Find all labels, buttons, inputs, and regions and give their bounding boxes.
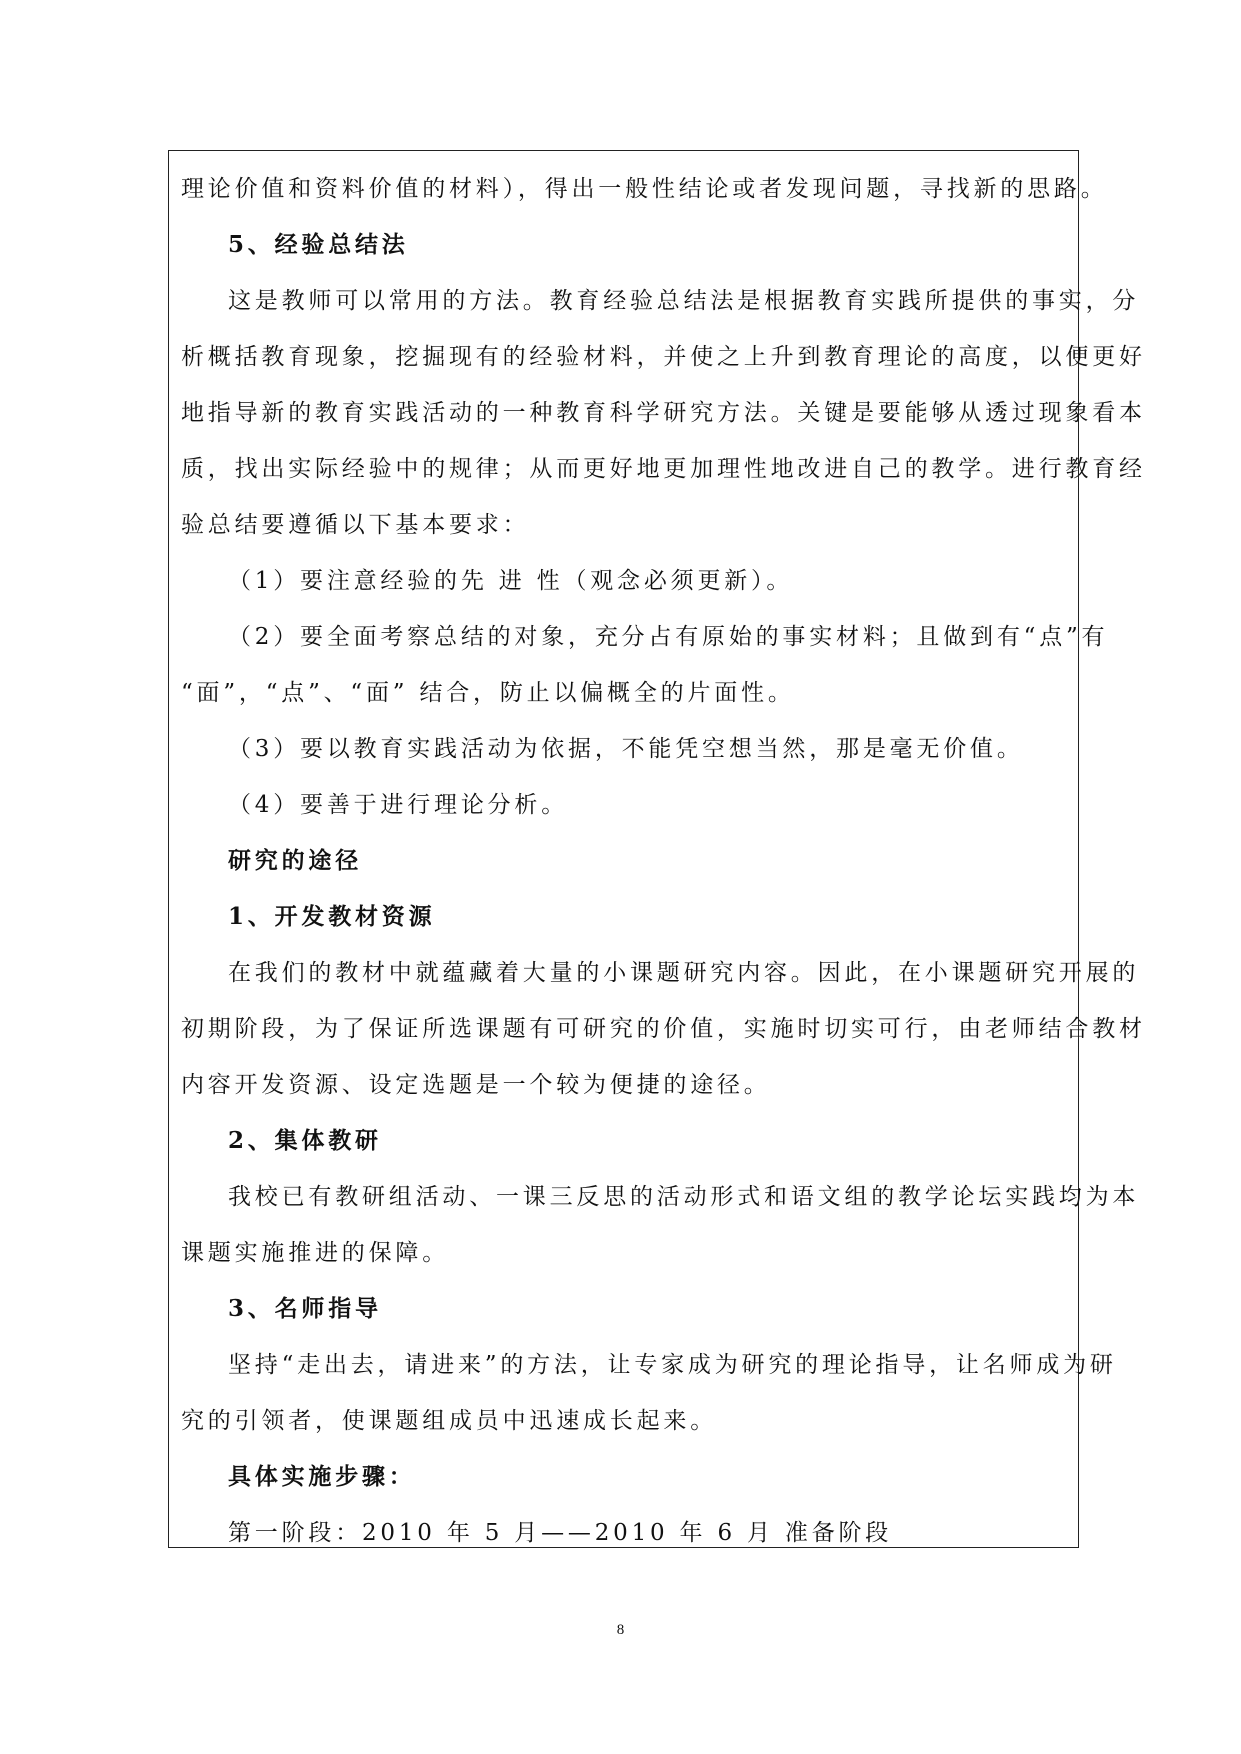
document-body	[181, 161, 1146, 1561]
section-heading: 研究的途径	[228, 847, 362, 874]
section-heading: 2、集体教研	[228, 1127, 382, 1154]
paragraph-line: （1）要注意经验的先 进 性（观念必须更新）。	[228, 568, 794, 594]
paragraph-line: （4）要善于进行理论分析。	[228, 792, 569, 818]
paragraph-line: 课题实施推进的保障。	[181, 1240, 449, 1266]
section-heading: 1、开发教材资源	[228, 903, 436, 930]
paragraph-line: 理论价值和资料价值的材料），得出一般性结论或者发现问题，寻找新的思路。	[181, 176, 1108, 202]
paragraph-line: 我校已有教研组活动、一课三反思的活动形式和语文组的教学论坛实践均为本	[228, 1184, 1140, 1210]
paragraph-line: 究的引领者，使课题组成员中迅速成长起来。	[181, 1408, 717, 1434]
paragraph-line: 析概括教育现象，挖掘现有的经验材料，并使之上升到教育理论的高度，以便更好	[181, 344, 1146, 370]
paragraph-line: 坚持“走出去，请进来”的方法，让专家成为研究的理论指导，让名师成为研	[228, 1352, 1117, 1378]
paragraph-line: （2）要全面考察总结的对象，充分占有原始的事实材料；且做到有“点”有	[228, 624, 1109, 650]
page-number: 8	[616, 1622, 625, 1638]
section-heading: 5、经验总结法	[228, 231, 409, 258]
paragraph-line: 第一阶段：2010 年 5 月——2010 年 6 月 准备阶段	[228, 1520, 893, 1546]
section-heading: 具体实施步骤：	[228, 1463, 416, 1490]
paragraph-line: 初期阶段，为了保证所选课题有可研究的价值，实施时切实可行，由老师结合教材	[181, 1016, 1146, 1042]
section-heading: 3、名师指导	[228, 1295, 382, 1322]
paragraph-line: 这是教师可以常用的方法。教育经验总结法是根据教育实践所提供的事实，分	[228, 288, 1140, 314]
paragraph-line: “面”，“点”、“面” 结合，防止以偏概全的片面性。	[181, 680, 795, 706]
paragraph-line: 地指导新的教育实践活动的一种教育科学研究方法。关键是要能够从透过现象看本	[181, 400, 1146, 426]
paragraph-line: 质，找出实际经验中的规律；从而更好地更加理性地改进自己的教学。进行教育经	[181, 456, 1146, 482]
paragraph-line: 验总结要遵循以下基本要求：	[181, 512, 530, 538]
paragraph-line: 内容开发资源、设定选题是一个较为便捷的途径。	[181, 1072, 771, 1098]
paragraph-line: （3）要以教育实践活动为依据，不能凭空想当然，那是毫无价值。	[228, 736, 1024, 762]
paragraph-line: 在我们的教材中就蕴藏着大量的小课题研究内容。因此，在小课题研究开展的	[228, 960, 1140, 986]
